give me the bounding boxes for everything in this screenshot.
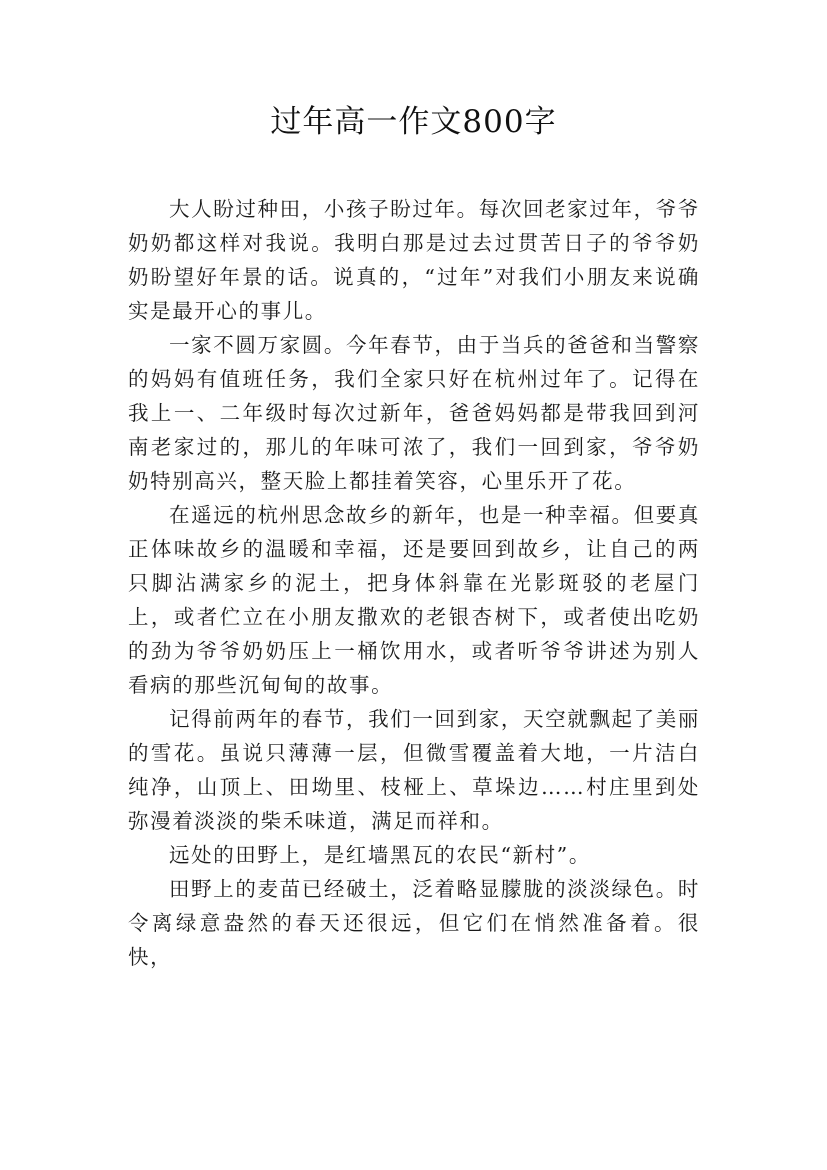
paragraph-6: 田野上的麦苗已经破土，泛着略显朦胧的淡淡绿色。时令离绿意盎然的春天还很远，但它们在悄然准备着。很快， (128, 877, 700, 969)
paragraph-2: 一家不圆万家圆。今年春节，由于当兵的爸爸和当警察的妈妈有值班任务，我们全家只好在杭州过年了。记得在我上一、二年级时每次过新年，爸爸妈妈都是带我回到河南老家过的，那儿的年味可浓了，我们一回到家，爷爷奶奶特别高兴，整天脸上都挂着笑容，心里乐开了花。 (128, 333, 700, 493)
paragraph-3: 在遥远的杭州思念故乡的新年，也是一种幸福。但要真正体味故乡的温暖和幸福，还是要回到故乡，让自己的两只脚沾满家乡的泥土，把身体斜靠在光影斑驳的老屋门上，或者伫立在小朋友撒欢的老银杏树下，或者使出吃奶的劲为爷爷奶奶压上一桶饮用水，或者听爷爷讲述为别人看病的那些沉甸甸的故事。 (128, 503, 700, 697)
document-title: 过年高一作文800字 (270, 104, 557, 140)
paragraph-5: 远处的田野上，是红墙黑瓦的农民“新村”。 (169, 843, 591, 867)
paragraph-4: 记得前两年的春节，我们一回到家，天空就飘起了美丽的雪花。虽说只薄薄一层，但微雪覆盖着大地，一片洁白纯净，山顶上、田坳里、枝桠上、草垛边……村庄里到处弥漫着淡淡的柴禾味道，满足而祥和。 (128, 707, 700, 833)
document-body (128, 192, 700, 974)
paragraph-1: 大人盼过种田，小孩子盼过年。每次回老家过年，爷爷奶奶都这样对我说。我明白那是过去过贯苦日子的爷爷奶奶盼望好年景的话。说真的，“过年”对我们小朋友来说确实是最开心的事儿。 (128, 197, 700, 323)
